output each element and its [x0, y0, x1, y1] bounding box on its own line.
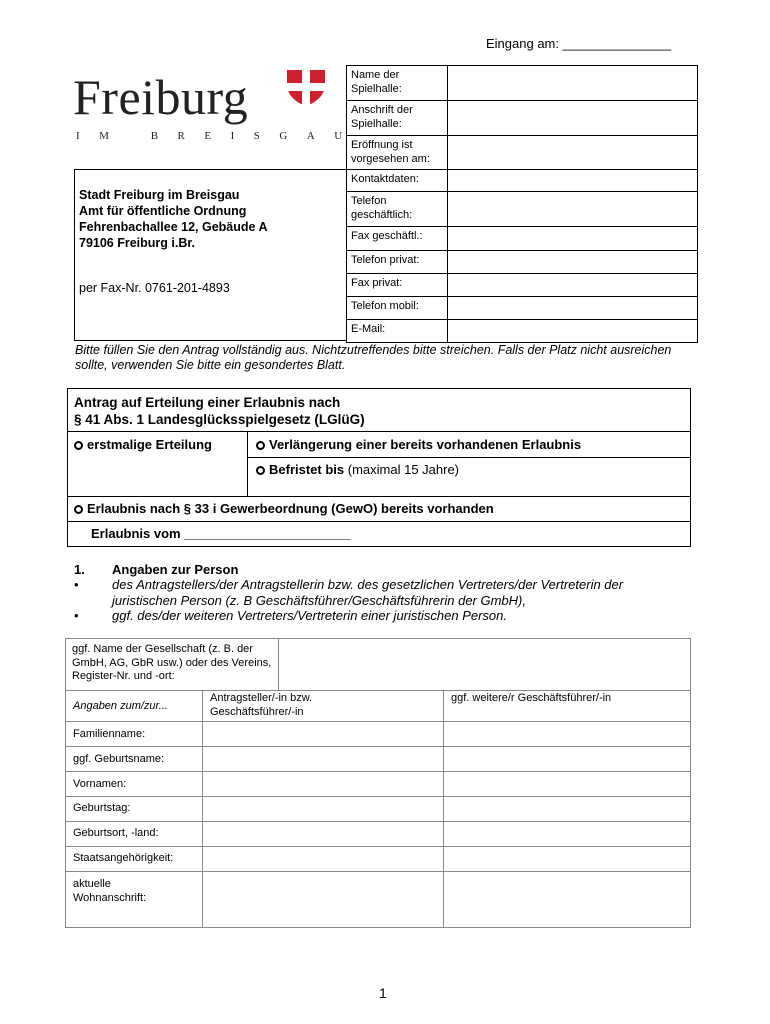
info-input[interactable] — [448, 320, 698, 343]
row-label: aktuelle Wohnanschrift: — [73, 878, 147, 904]
instruction-note: Bitte füllen Sie den Antrag vollständig aus. Nichtzutreffendes bitte streichen. Falls der Platz nicht ausreichen sollte, verwenden Sie bitte ein gesondertes Blatt. — [75, 343, 672, 372]
freiburg-logo-subtitle: IM BREISGAU — [76, 130, 362, 142]
info-label: Kontaktdaten: — [347, 170, 448, 192]
info-label: Anschrift der Spielhalle: — [347, 101, 448, 136]
info-label: Name der Spielhalle: — [347, 66, 448, 101]
divider — [65, 690, 691, 691]
option-label: Erlaubnis nach § 33 i Gewerbeordnung (GewO) bereits vorhanden — [87, 501, 494, 516]
antrag-title — [74, 394, 365, 428]
row-label: Staatsangehörigkeit: — [73, 852, 174, 864]
erlaubnis-vom-field[interactable]: Erlaubnis vom _______________________ — [91, 526, 351, 541]
company-input[interactable] — [279, 639, 690, 690]
section-number: 1. — [74, 562, 85, 577]
col-header: Antragsteller/-in bzw. Geschäftsführer/-in — [210, 692, 313, 718]
option-label: Befristet bis — [269, 462, 345, 477]
info-label: Telefon privat: — [347, 251, 448, 274]
divider — [67, 521, 691, 522]
bullet-text: ggf. des/der weiteren Vertreters/Vertreterin einer juristischen Person. — [112, 608, 507, 623]
bullet-icon: • — [74, 608, 79, 623]
company-label: ggf. Name der Gesellschaft (z. B. der GmbH, AG, GbR usw.) oder des Vereins, Register-Nr. und -ort: — [72, 643, 272, 682]
row-label: Familienname: — [73, 728, 146, 740]
spielhalle-info-table — [346, 65, 698, 343]
antrag-title-line1: Antrag auf Erteilung einer Erlaubnis nach — [74, 395, 341, 410]
info-input[interactable] — [448, 101, 698, 136]
divider — [65, 821, 691, 822]
fax-number: per Fax-Nr. 0761-201-4893 — [79, 281, 230, 295]
divider — [65, 796, 691, 797]
info-label: Fax privat: — [347, 274, 448, 297]
authority-address — [79, 187, 268, 251]
divider — [202, 690, 203, 928]
eingang-field: Eingang am: _______________ — [486, 36, 672, 51]
divider — [247, 431, 248, 496]
info-label: E-Mail: — [347, 320, 448, 343]
row-label: Vornamen: — [73, 778, 127, 790]
radio-circle-icon — [74, 505, 83, 514]
antrag-title-line2: § 41 Abs. 1 Landesglücksspielgesetz (LGlüG) — [74, 412, 365, 427]
divider — [65, 846, 691, 847]
row-label: Geburtsort, -land: — [73, 827, 159, 839]
address-line: Fehrenbachallee 12, Gebäude A — [79, 220, 268, 234]
col-header: ggf. weitere/r Geschäftsführer/-in — [451, 692, 612, 704]
address-line: 79106 Freiburg i.Br. — [79, 236, 196, 250]
bullet-text: des Antragstellers/der Antragstellerin bzw. des gesetzlichen Vertreters/der Vertreterin der — [112, 577, 624, 592]
radio-circle-icon — [256, 441, 265, 450]
info-input[interactable] — [448, 66, 698, 101]
divider — [278, 638, 279, 690]
divider — [65, 721, 691, 722]
info-input[interactable] — [448, 136, 698, 170]
freiburg-shield-icon — [285, 68, 327, 113]
info-label: Telefon mobil: — [347, 297, 448, 320]
divider — [65, 771, 691, 772]
divider — [65, 746, 691, 747]
divider — [247, 457, 691, 458]
option-label-suffix: (maximal 15 Jahre) — [344, 462, 460, 477]
info-input[interactable] — [448, 297, 698, 320]
option-befristet[interactable] — [256, 462, 459, 477]
info-label: Fax geschäftl.: — [347, 227, 448, 251]
divider — [443, 690, 444, 928]
radio-circle-icon — [256, 466, 265, 475]
divider — [67, 431, 691, 432]
row-label: ggf. Geburtsname: — [73, 753, 165, 765]
info-input[interactable] — [448, 192, 698, 227]
option-gewo[interactable] — [74, 501, 494, 516]
option-label: erstmalige Erteilung — [87, 437, 212, 452]
bullet-text-cont: juristischen Person (z. B Geschäftsführer/Geschäftsführerin der GmbH), — [112, 593, 526, 608]
address-line: Amt für öffentliche Ordnung — [79, 204, 247, 218]
col-header: Angaben zum/zur... — [73, 700, 168, 712]
info-input[interactable] — [448, 274, 698, 297]
freiburg-logo-text: Freiburg — [73, 69, 249, 125]
option-erstmalig[interactable] — [74, 437, 212, 452]
info-input[interactable] — [448, 170, 698, 192]
page-number: 1 — [379, 985, 387, 1001]
divider — [67, 496, 691, 497]
radio-circle-icon — [74, 441, 83, 450]
option-verlaengerung[interactable] — [256, 437, 581, 452]
row-label: Geburtstag: — [73, 802, 131, 814]
divider — [65, 871, 691, 872]
info-input[interactable] — [448, 227, 698, 251]
info-label: Telefon geschäftlich: — [347, 192, 448, 227]
option-label: Verlängerung einer bereits vorhandenen Erlaubnis — [269, 437, 582, 452]
section-title: Angaben zur Person — [112, 562, 239, 577]
info-label: Eröffnung ist vorgesehen am: — [347, 136, 448, 170]
address-line: Stadt Freiburg im Breisgau — [79, 188, 240, 202]
bullet-icon: • — [74, 577, 79, 592]
info-input[interactable] — [448, 251, 698, 274]
